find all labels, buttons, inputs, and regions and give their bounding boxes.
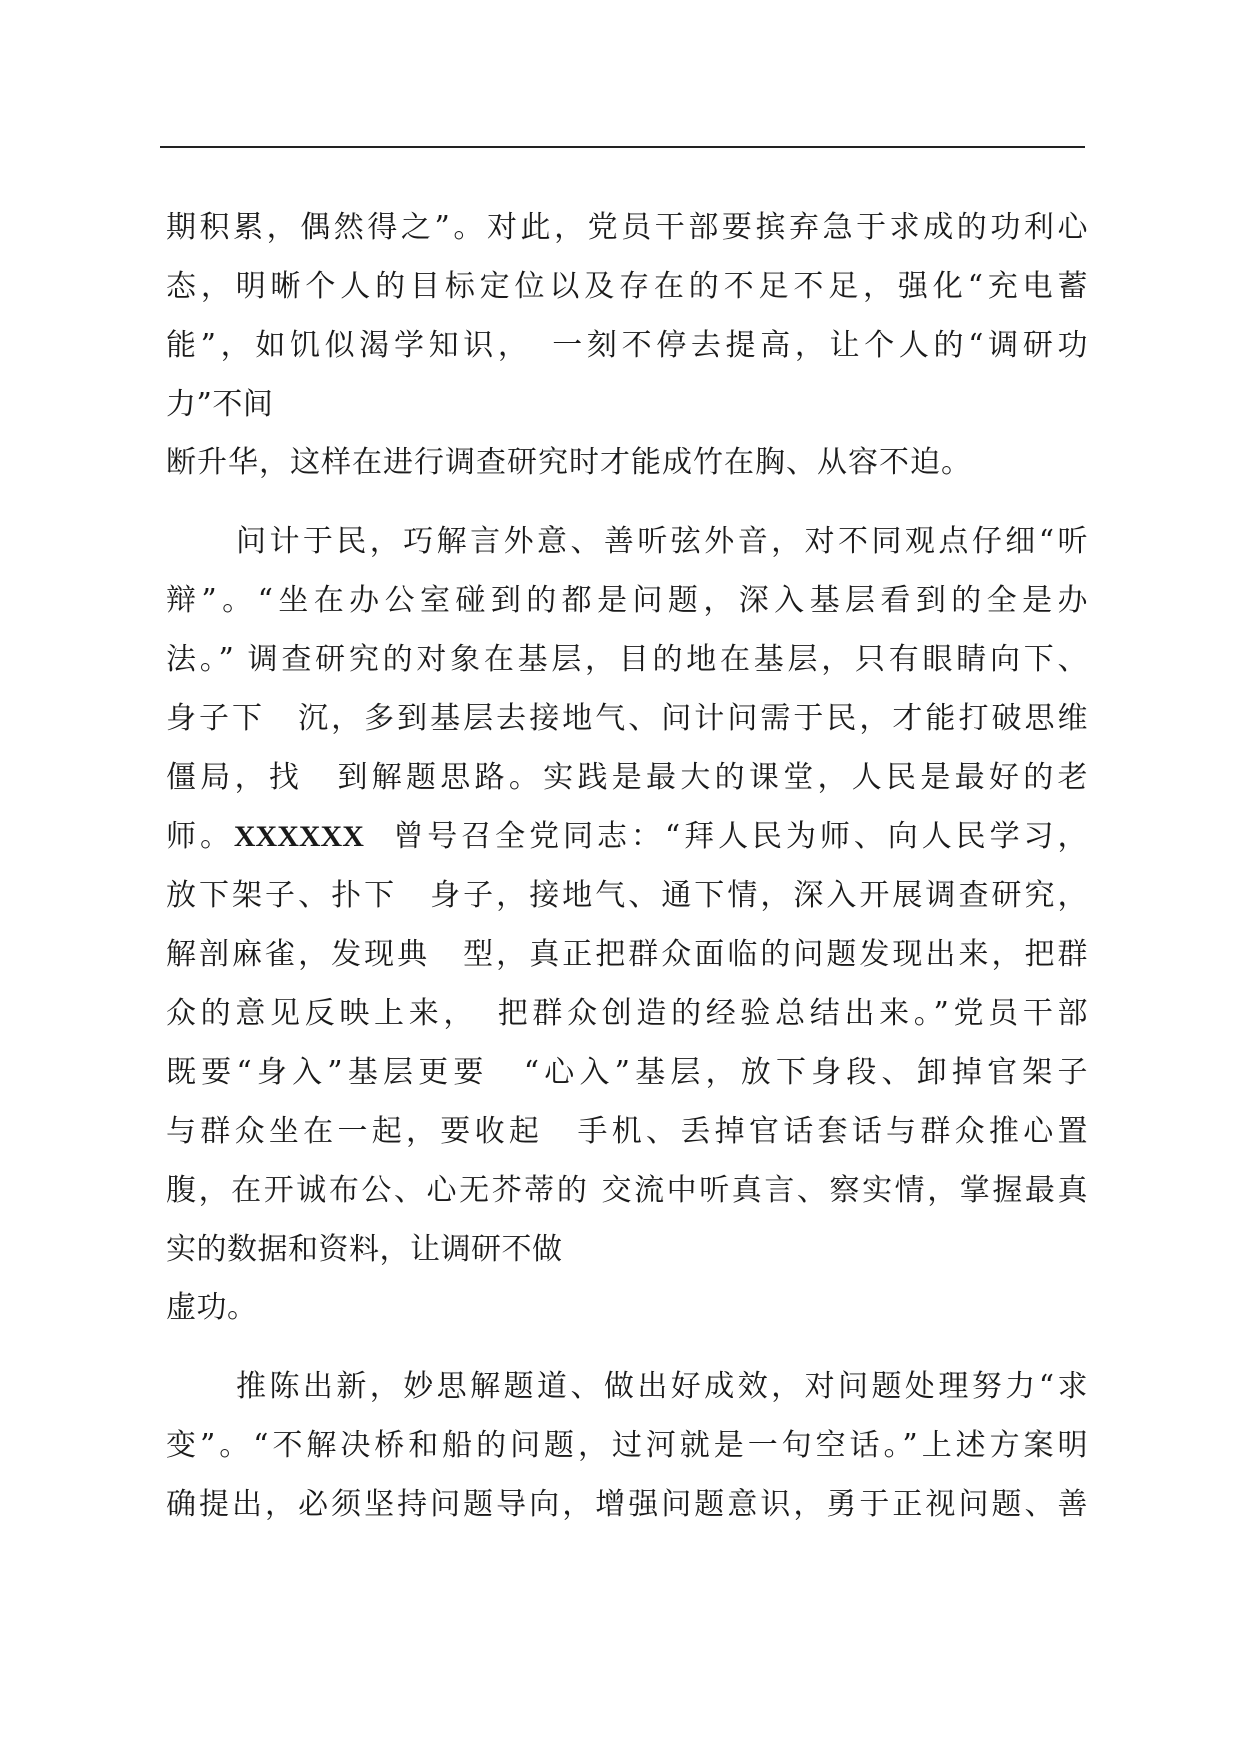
paragraph-2-line-13: 实的数据和资料，让调研不做 — [166, 1232, 563, 1267]
paragraph-2-line-7: 放下架子、扑下 身子，接地气、通下情，深入开展调查研究， — [166, 878, 1088, 913]
paragraph-1-line-1: 期积累，偶然得之”。对此，党员干部要摈弃急于求成的功利心 — [166, 210, 1088, 245]
paragraph-2-line-6-lead: 师。 — [166, 819, 234, 854]
paragraph-2-line-3: 法。” 调查研究的对象在基层，目的地在基层，只有眼睛向下、 — [166, 642, 1088, 677]
paragraph-3-line-3: 确提出，必须坚持问题导向，增强问题意识，勇于正视问题、善 — [166, 1487, 1088, 1522]
paragraph-1-line-2: 态，明晰个人的目标定位以及存在的不足不足，强化“充电蓄 — [166, 269, 1088, 304]
paragraph-1-line-4: 力”不间 — [166, 387, 274, 422]
redacted-name: XXXXXX — [233, 820, 364, 853]
paragraph-3-line-2: 变”。“不解决桥和船的问题，过河就是一句空话。”上述方案明 — [166, 1428, 1088, 1463]
paragraph-2-line-2: 辩”。“坐在办公室碰到的都是问题，深入基层看到的全是办 — [166, 583, 1088, 618]
paragraph-2-line-6-rest: 曾号召全党同志：“拜人民为师、向人民学习， — [389, 819, 1089, 854]
paragraph-2-line-1: 问计于民，巧解言外意、善听弦外音，对不同观点仔细“听 — [236, 524, 1088, 559]
paragraph-2-line-11: 与群众坐在一起，要收起 手机、丢掉官话套话与群众推心置 — [166, 1114, 1088, 1149]
paragraph-1-line-3: 能”，如饥似渴学知识， 一刻不停去提高，让个人的“调研功 — [166, 328, 1088, 363]
paragraph-2-line-10: 既要“身入”基层更要 “心入”基层，放下身段、卸掉官架子 — [166, 1055, 1088, 1090]
paragraph-2-line-5: 僵局，找 到解题思路。实践是最大的课堂，人民是最好的老 — [166, 760, 1088, 795]
paragraph-3-line-1: 推陈出新，妙思解题道、做出好成效，对问题处理努力“求 — [236, 1369, 1088, 1404]
header-rule — [160, 146, 1085, 148]
paragraph-2-line-12: 腹，在开诚布公、心无芥蒂的 交流中听真言、察实情，掌握最真 — [166, 1173, 1088, 1208]
paragraph-1-line-5: 断升华，这样在进行调查研究时才能成竹在胸、从容不迫。 — [166, 445, 972, 480]
paragraph-2-line-6 — [166, 817, 1088, 857]
paragraph-2-line-9: 众的意见反映上来， 把群众创造的经验总结出来。”党员干部 — [166, 996, 1088, 1031]
paragraph-2-line-8: 解剖麻雀，发现典 型，真正把群众面临的问题发现出来，把群 — [166, 937, 1088, 972]
paragraph-2-line-4: 身子下 沉，多到基层去接地气、问计问需于民，才能打破思维 — [166, 701, 1088, 736]
paragraph-2-line-14: 虚功。 — [166, 1290, 258, 1325]
